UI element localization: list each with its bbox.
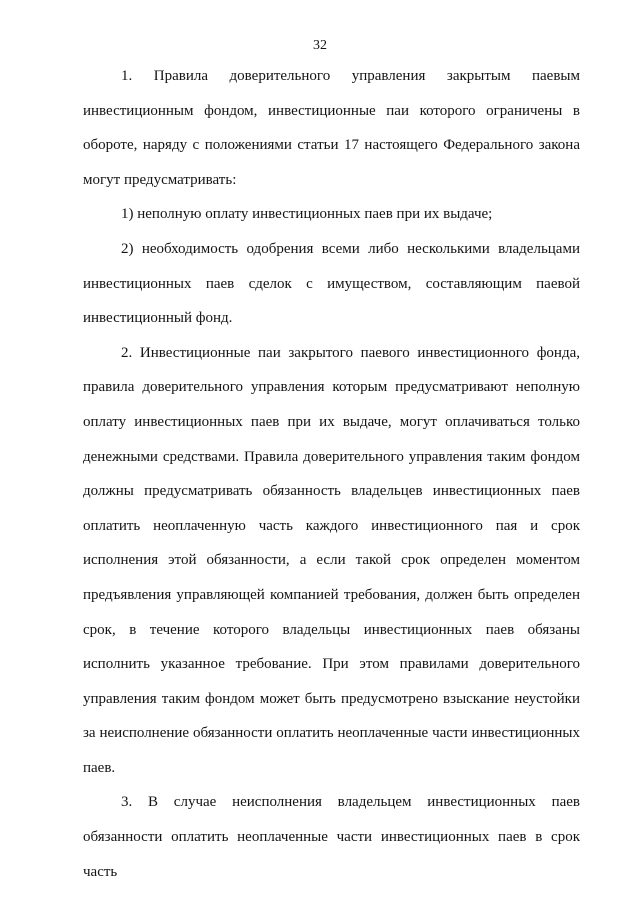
document-body bbox=[83, 59, 580, 889]
paragraph-1-item-2: 2) необходимость одобрения всеми либо несколькими владельцами инвестиционных паев сделок с имуществом, составляющим паевой инвестиционный фонд. bbox=[83, 240, 580, 327]
paragraph-1: 1. Правила доверительного управления закрытым паевым инвестиционным фондом, инвестиционные паи которого ограничены в обороте, наряду с положениями статьи 17 настоящего Федерального закона могут предусматривать: bbox=[83, 68, 580, 188]
paragraph-3: 3. В случае неисполнения владельцем инвестиционных паев обязанности оплатить неоплаченные части инвестиционных паев в срок часть bbox=[83, 794, 580, 880]
page-number: 32 bbox=[313, 38, 327, 53]
paragraph-2: 2. Инвестиционные паи закрытого паевого инвестиционного фонда, правила доверительного управления которым предусматривают неполную оплату инвестиционных паев при их выдаче, могут оплачиваться только денежными средствами. Правила доверительного управления таким фондом должны предусматривать обязанность владельцев инвестиционных паев оплатить неоплаченную часть каждого инвестиционного пая и срок исполнения этой обязанности, а если такой срок определен моментом предъявления управляющей компанией требования, должен быть определен срок, в течение которого владельцы инвестиционных паев обязаны исполнить указанное требование. При этом правилами доверительного управления таким фондом может быть предусмотрено взыскание неустойки за неисполнение обязанности оплатить неоплаченные части инвестиционных паев. bbox=[83, 344, 580, 776]
paragraph-1-item-1: 1) неполную оплату инвестиционных паев при их выдаче; bbox=[121, 206, 493, 223]
